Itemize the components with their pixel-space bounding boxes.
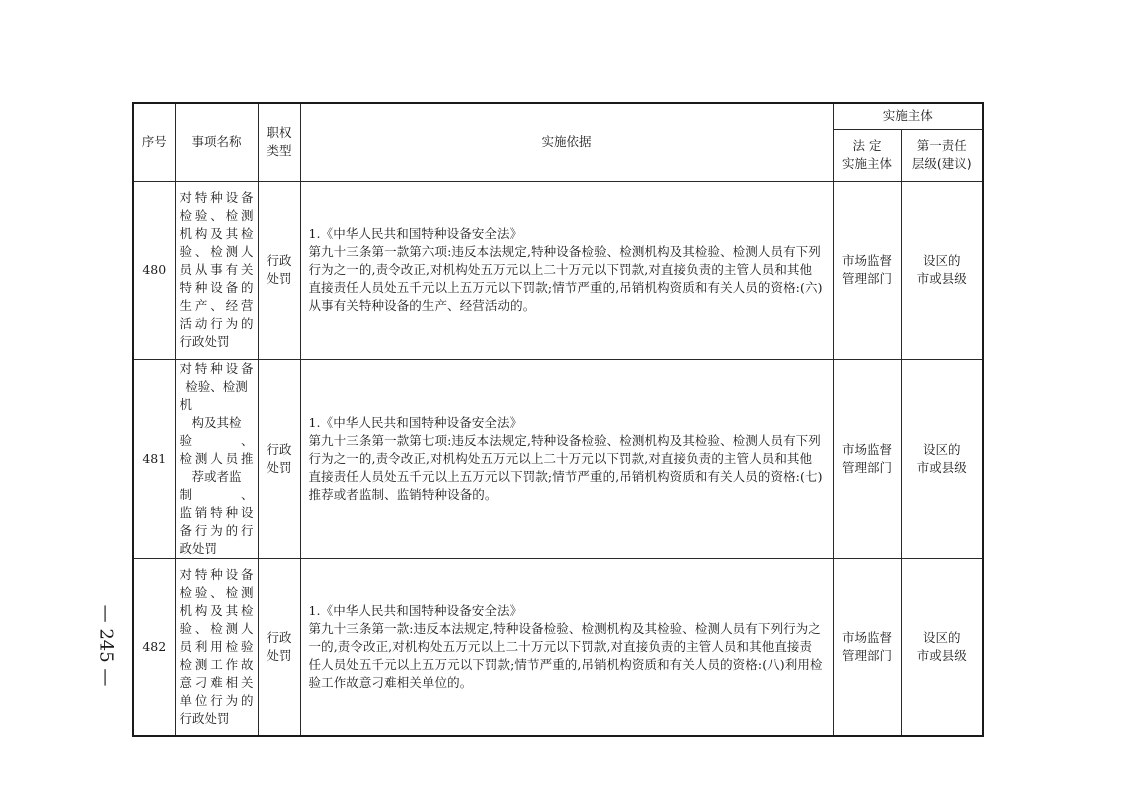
row-legal-subject <box>833 181 901 359</box>
type-line1: 行政 <box>266 629 292 645</box>
row-matter-name <box>175 359 258 558</box>
name-line: 检验、检测 <box>179 584 254 600</box>
subject-line1: 市场监督 <box>841 253 892 268</box>
basis-text: 第九十三条第一款:违反本法规定,特种设备检验、检测机构及其检验、检测人员有下列行为之一的,责令改正,对机构处五万元以上二十万元以下罚款,对直接负责的主管人员和其他直接责任人员处五千元以上五万元以下罚款;情节严重的,吊销机构资质和有关人员的资格:(八)利用检验工作故意刁难相关单位的。 <box>308 620 823 690</box>
header-legal-subject-line2: 实施主体 <box>841 156 892 171</box>
header-first-resp-level <box>901 129 983 181</box>
row-basis <box>300 181 833 359</box>
header-seq: 序号 <box>133 103 175 181</box>
row-legal-subject <box>833 558 901 736</box>
level-line1: 设区的 <box>922 253 961 268</box>
row-legal-subject <box>833 359 901 558</box>
name-line: 荐或者监制、 <box>179 468 254 502</box>
name-line: 对特种设备 <box>179 190 254 205</box>
subject-line2: 管理部门 <box>841 459 892 475</box>
header-first-resp-line2: 层级(建议) <box>911 156 972 171</box>
name-line: 政处罚 <box>179 540 218 556</box>
row-seq: 481 <box>133 359 175 558</box>
name-line: 检测人员推 <box>179 450 254 466</box>
level-line1: 设区的 <box>922 629 961 645</box>
row-resp-level <box>901 558 983 736</box>
name-line: 验、检测人 <box>179 244 254 259</box>
name-line: 对特种设备 <box>179 566 254 582</box>
row-type <box>258 359 300 558</box>
subject-line2: 管理部门 <box>841 271 892 286</box>
name-line: 检验、检测 <box>179 208 254 223</box>
basis-law-title: 1.《中华人民共和国特种设备安全法》 <box>308 602 523 618</box>
name-line: 员利用检验 <box>179 638 254 654</box>
name-line: 对特种设备 <box>179 360 254 376</box>
subject-line2: 管理部门 <box>841 647 892 663</box>
header-subject-group: 实施主体 <box>833 103 983 129</box>
name-line: 机构及其检 <box>179 602 254 618</box>
basis-law-title: 1.《中华人民共和国特种设备安全法》 <box>308 226 523 241</box>
name-line: 行政处罚 <box>179 334 230 349</box>
row-matter-name <box>175 181 258 359</box>
name-line: 检测工作故 <box>179 656 254 672</box>
header-legal-subject-line1: 法 定 <box>852 138 882 153</box>
header-legal-subject <box>833 129 901 181</box>
header-first-resp-line1: 第一责任 <box>916 138 967 153</box>
header-basis: 实施依据 <box>300 103 833 181</box>
type-line1: 行政 <box>266 441 292 457</box>
basis-law-title: 1.《中华人民共和国特种设备安全法》 <box>308 414 523 430</box>
page-number <box>92 600 120 690</box>
name-line: 单位行为的 <box>179 692 254 708</box>
type-line2: 处罚 <box>266 459 292 475</box>
name-line: 活动行为的 <box>179 316 254 331</box>
name-line: 检验、检测机 <box>179 378 248 412</box>
subject-line1: 市场监督 <box>841 629 892 645</box>
name-line: 备行为的行 <box>179 522 254 538</box>
row-seq: 482 <box>133 558 175 736</box>
basis-text: 第九十三条第一款第六项:违反本法规定,特种设备检验、检测机构及其检验、检测人员有下列行为之一的,责令改正,对机构处五万元以上二十万元以下罚款,对直接负责的主管人员和其他直接责任人员处五千元以上五万元以下罚款;情节严重的,吊销机构资质和有关人员的资格:(六)从事有关特种设备的生产、经营活动的。 <box>308 244 823 313</box>
header-type-text: 职权类型 <box>266 125 292 159</box>
basis-text: 第九十三条第一款第七项:违反本法规定,特种设备检验、检测机构及其检验、检测人员有下列行为之一的,责令改正,对机构处五万元以上二十万元以下罚款,对直接负责的主管人员和其他直接责任人员处五千元以上五万元以下罚款;情节严重的,吊销机构资质和有关人员的资格:(七)推荐或者监制、监销特种设备的。 <box>308 432 823 502</box>
table-row <box>133 181 983 359</box>
type-line1: 行政 <box>266 253 292 268</box>
row-basis <box>300 359 833 558</box>
name-line: 生产、经营 <box>179 298 254 313</box>
row-matter-name <box>175 558 258 736</box>
name-line: 特种设备的 <box>179 280 254 295</box>
header-type <box>258 103 300 181</box>
row-seq: 480 <box>133 181 175 359</box>
level-line2: 市或县级 <box>916 271 967 286</box>
row-resp-level <box>901 359 983 558</box>
name-line: 监销特种设 <box>179 504 254 520</box>
name-line: 意刁难相关 <box>179 674 254 690</box>
table-row <box>133 359 983 558</box>
name-line: 行政处罚 <box>179 710 230 726</box>
table-row <box>133 558 983 736</box>
row-basis <box>300 558 833 736</box>
header-name: 事项名称 <box>175 103 258 181</box>
page-number-text: — 245 — <box>95 604 117 686</box>
enforcement-matters-table <box>132 102 984 737</box>
name-line: 员从事有关 <box>179 262 254 277</box>
name-line: 构及其检验、 <box>179 414 254 448</box>
name-line: 机构及其检 <box>179 226 254 241</box>
subject-line1: 市场监督 <box>841 441 892 457</box>
row-resp-level <box>901 181 983 359</box>
type-line2: 处罚 <box>266 647 292 663</box>
level-line2: 市或县级 <box>916 459 967 475</box>
name-line: 验、检测人 <box>179 620 254 636</box>
level-line1: 设区的 <box>922 441 961 457</box>
type-line2: 处罚 <box>266 271 292 286</box>
level-line2: 市或县级 <box>916 647 967 663</box>
row-type <box>258 558 300 736</box>
row-type <box>258 181 300 359</box>
